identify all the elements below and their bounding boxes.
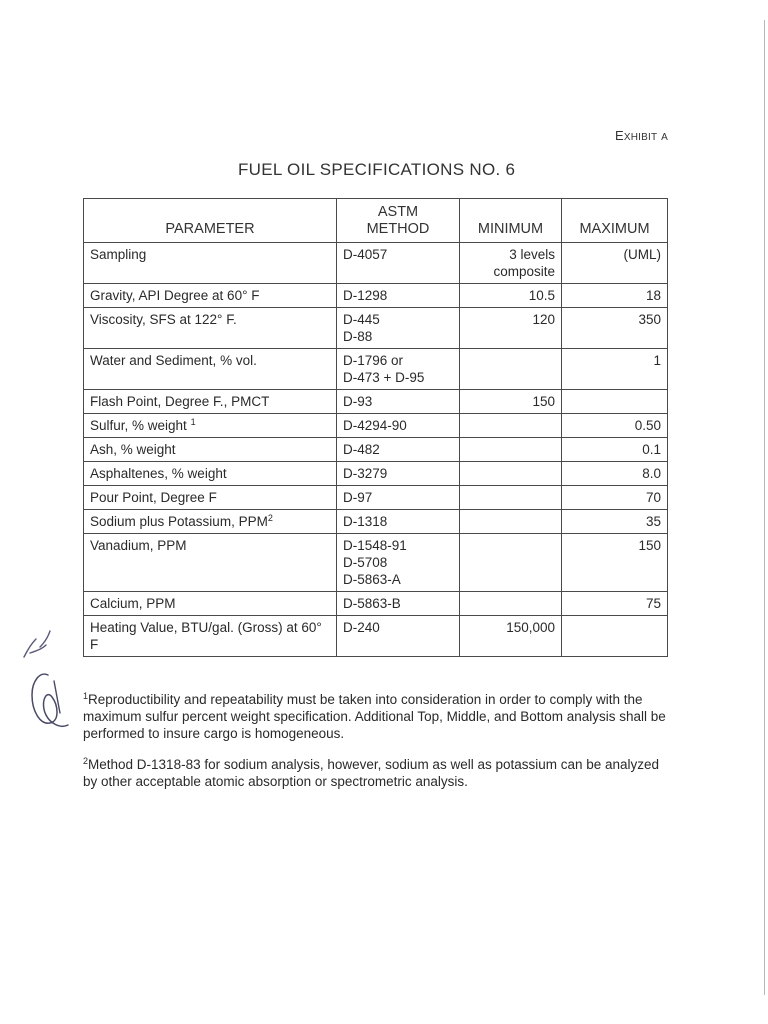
cell-minimum: [460, 284, 562, 308]
table-row: [84, 438, 668, 462]
cell-astm-method: [337, 349, 460, 390]
cell-minimum: [460, 414, 562, 438]
footnote-2: [83, 756, 673, 790]
header-maximum: MAXIMUM: [562, 199, 668, 243]
header-parameter: PARAMETER: [84, 199, 337, 243]
page-title: FUEL OIL SPECIFICATIONS NO. 6: [238, 160, 516, 179]
method-line: D-97: [343, 490, 373, 505]
cell-maximum: [562, 616, 668, 657]
footnote-marker: 1: [190, 417, 196, 427]
method-line: D-93: [343, 394, 373, 409]
cell-astm-method: [337, 534, 460, 592]
method-line: D-445: [343, 312, 380, 327]
exhibit-initial: E: [615, 128, 624, 143]
footnote-2-text: Method D-1318-83 for sodium analysis, however, sodium as well as potassium can be analyzed by other acceptable atomic absorption or spectrometric analysis.: [83, 757, 660, 789]
cell-minimum: [460, 462, 562, 486]
footnote-1: [83, 691, 673, 742]
cell-maximum: 35: [562, 510, 668, 534]
cell-maximum: 0.50: [562, 414, 668, 438]
parameter-text: Gravity, API Degree at 60° F: [90, 288, 260, 303]
cell-maximum: 8.0: [562, 462, 668, 486]
cell-minimum: [460, 438, 562, 462]
footnote-2-mark: 2: [83, 756, 89, 766]
cell-maximum: 350: [562, 308, 668, 349]
cell-parameter: [84, 510, 337, 534]
method-line: D-5863-A: [343, 572, 401, 587]
cell-maximum: 18: [562, 284, 668, 308]
table-row: [84, 390, 668, 414]
header-method-line1: ASTM: [377, 204, 419, 220]
exhibit-letter: A: [661, 132, 668, 143]
table-row: [84, 510, 668, 534]
cell-maximum: 70: [562, 486, 668, 510]
cell-parameter: [84, 349, 337, 390]
method-line: D-482: [343, 442, 380, 457]
parameter-text: Sulfur, % weight: [90, 418, 187, 433]
parameter-text: Flash Point, Degree F., PMCT: [90, 394, 270, 409]
table-body: [84, 243, 668, 657]
table-row: [84, 616, 668, 657]
cell-parameter: [84, 616, 337, 657]
minimum-line: 120: [532, 312, 555, 327]
header-minimum: MINIMUM: [460, 199, 562, 243]
minimum-line: 3 levels: [509, 247, 555, 262]
cell-astm-method: [337, 592, 460, 616]
header-method-line2: METHOD: [366, 221, 430, 237]
cell-maximum: 0.1: [562, 438, 668, 462]
table-row: [84, 284, 668, 308]
cell-parameter: [84, 534, 337, 592]
cell-minimum: [460, 243, 562, 284]
method-line: D-240: [343, 620, 380, 635]
table-row: [84, 243, 668, 284]
minimum-line: 150,000: [506, 620, 555, 635]
cell-parameter: [84, 462, 337, 486]
method-line: D-4294-90: [343, 418, 407, 433]
table-row: [84, 414, 668, 438]
cell-minimum: [460, 349, 562, 390]
cell-parameter: [84, 243, 337, 284]
cell-maximum: (UML): [562, 243, 668, 284]
table-row: [84, 308, 668, 349]
parameter-text: Viscosity, SFS at 122° F.: [90, 312, 237, 327]
cell-minimum: [460, 534, 562, 592]
cell-minimum: [460, 390, 562, 414]
cell-minimum: [460, 592, 562, 616]
method-line: D-5708: [343, 555, 388, 570]
method-line: D-473 + D-95: [343, 370, 425, 385]
header-astm-method: [337, 199, 460, 243]
footnote-1-text: Reproductibility and repeatability must be taken into consideration in order to comply with the maximum sulfur percent weight specification. Additional Top, Middle, and Bottom analysis shall be performed to insure cargo is homogeneous.: [83, 692, 666, 741]
cell-astm-method: [337, 486, 460, 510]
cell-parameter: [84, 284, 337, 308]
method-line: D-3279: [343, 466, 388, 481]
method-line: D-1318: [343, 514, 388, 529]
minimum-line: composite: [493, 264, 555, 279]
cell-astm-method: [337, 243, 460, 284]
parameter-text: Sodium plus Potassium, PPM: [90, 514, 268, 529]
cell-astm-method: [337, 616, 460, 657]
cell-minimum: [460, 486, 562, 510]
cell-parameter: [84, 308, 337, 349]
cell-astm-method: [337, 414, 460, 438]
cell-maximum: 150: [562, 534, 668, 592]
cell-maximum: 1: [562, 349, 668, 390]
method-line: D-1298: [343, 288, 388, 303]
minimum-line: 10.5: [528, 288, 555, 303]
parameter-text: Water and Sediment, % vol.: [90, 353, 257, 368]
exhibit-rest: XHIBIT: [623, 132, 658, 143]
page-edge-line: [764, 20, 765, 995]
parameter-text: Heating Value, BTU/gal. (Gross) at 60° F: [90, 620, 322, 652]
parameter-text: Calcium, PPM: [90, 596, 176, 611]
cell-astm-method: [337, 308, 460, 349]
cell-parameter: [84, 390, 337, 414]
cell-minimum: [460, 616, 562, 657]
method-line: D-1548-91: [343, 538, 407, 553]
method-line: D-88: [343, 329, 373, 344]
cell-parameter: [84, 414, 337, 438]
cell-parameter: [84, 592, 337, 616]
cell-parameter: [84, 438, 337, 462]
parameter-text: Sampling: [90, 247, 147, 262]
cell-maximum: [562, 390, 668, 414]
cell-astm-method: [337, 462, 460, 486]
handwritten-initials: [10, 625, 80, 735]
footnote-marker: 2: [267, 513, 273, 523]
cell-astm-method: [337, 284, 460, 308]
method-line: D-5863-B: [343, 596, 401, 611]
exhibit-label: [560, 128, 668, 143]
parameter-text: Asphaltenes, % weight: [90, 466, 227, 481]
method-line: D-1796 or: [343, 353, 404, 368]
specifications-table: [83, 198, 668, 657]
table-header-row: [84, 199, 668, 243]
method-line: D-4057: [343, 247, 388, 262]
cell-minimum: [460, 308, 562, 349]
cell-astm-method: [337, 390, 460, 414]
minimum-line: 150: [532, 394, 555, 409]
table-row: [84, 592, 668, 616]
parameter-text: Pour Point, Degree F: [90, 490, 217, 505]
table-row: [84, 486, 668, 510]
cell-maximum: 75: [562, 592, 668, 616]
parameter-text: Vanadium, PPM: [90, 538, 187, 553]
parameter-text: Ash, % weight: [90, 442, 176, 457]
table-row: [84, 534, 668, 592]
footnote-1-mark: 1: [83, 691, 89, 701]
cell-parameter: [84, 486, 337, 510]
cell-astm-method: [337, 510, 460, 534]
cell-astm-method: [337, 438, 460, 462]
cell-minimum: [460, 510, 562, 534]
table-row: [84, 349, 668, 390]
table-row: [84, 462, 668, 486]
